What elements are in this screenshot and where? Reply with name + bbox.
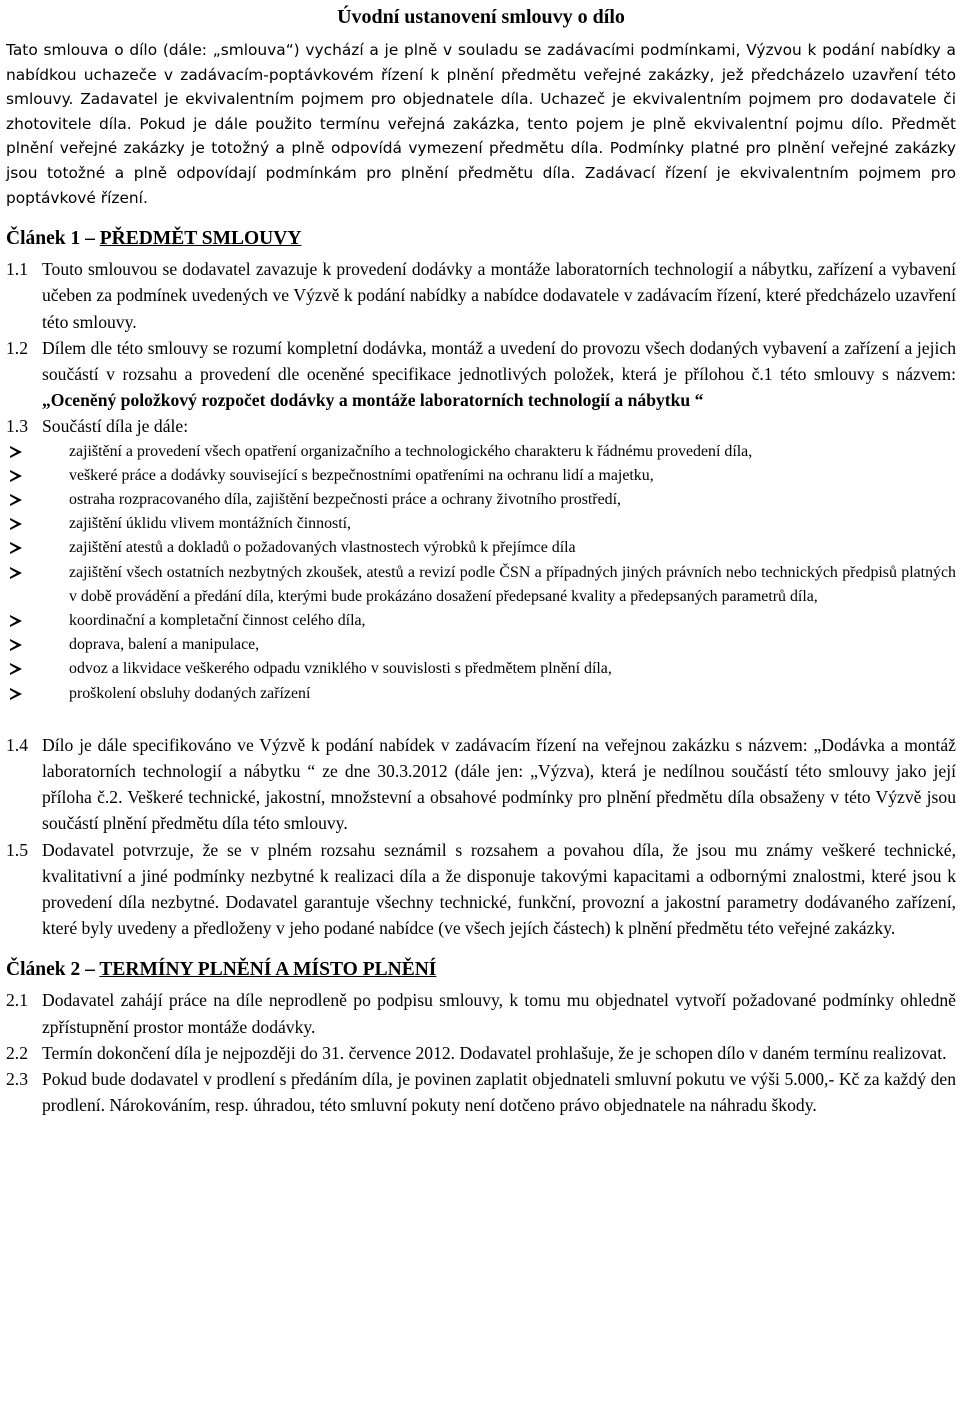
list-item [6, 440, 956, 464]
arrow-bullet-icon [10, 446, 22, 458]
list-item-text: veškeré práce a dodávky související s bezpečnostními opatřeními na ochranu lidí a majetku, [69, 466, 654, 484]
list-item [6, 512, 956, 536]
document-page [6, 4, 956, 1118]
clause-number: 1.1 [6, 259, 28, 280]
intro-paragraph: Tato smlouva o dílo (dále: „smlouva“) vychází a je plně v souladu se zadávacími podmínkami, Výzvou k podání nabídky a nabídkou uchazeče v zadávacím-poptávkovém řízení k plnění předmětu veřejné zakázky, jež předcházelo uzavření této smlouvy. Zadavatel je ekvivalentním pojmem pro objednatele díla. Uchazeč je ekvivalentním pojmem pro dodavatele či zhotovitele díla. Pokud je dále použito termínu veřejná zakázka, tento pojem je plně ekvivalentní pojmu dílo. Předmět plnění veřejné zakázky je totožný a plně odpovídá vymezení předmětu díla. Podmínky platné pro plnění veřejné zakázky jsou totožné a plně odpovídají podmínkám pro plnění předmětu díla. Zadávací řízení je ekvivalentním pojmem pro poptávkové řízení. [6, 41, 956, 207]
list-item-text: zajištění atestů a dokladů o požadovaných vlastnostech výrobků k přejímce díla [69, 539, 576, 557]
list-item [6, 464, 956, 488]
arrow-bullet-icon [10, 615, 22, 627]
arrow-bullet-icon [10, 663, 22, 675]
list-item-text: proškolení obsluhy dodaných zařízení [69, 684, 311, 702]
arrow-bullet-icon [10, 639, 22, 651]
list-item-text: odvoz a likvidace veškerého odpadu vzniklého v souvislosti s předmětem plnění díla, [69, 660, 612, 678]
clause-text: Touto smlouvou se dodavatel zavazuje k provedení dodávky a montáže laboratorních technologií a nábytku, zařízení a vybavení učeben za podmínek uvedených ve Výzvě k podání nabídky a nabídce dodavatele v zadávacím řízení, které předcházelo uzavření této smlouvy. [42, 259, 956, 332]
clause-text: Termín dokončení díla je nejpozději do 31. července 2012. Dodavatel prohlašuje, že je schopen dílo v daném termínu realizovat. [42, 1042, 947, 1063]
article-2-heading [6, 957, 956, 983]
clause-number: 1.5 [6, 839, 28, 860]
list-item [6, 488, 956, 512]
article-1-heading [6, 226, 956, 252]
list-item-text: zajištění a provedení všech opatření organizačního a technologického charakteru k řádnému provedení díla, [69, 442, 753, 460]
document-title: Úvodní ustanovení smlouvy o dílo [337, 6, 625, 28]
clause-text: Dodavatel zahájí práce na díle neprodleně po podpisu smlouvy, k tomu mu objednatel vytvoří požadované podmínky ohledně zpřístupnění prostor montáže dodávky. [42, 990, 956, 1037]
list-item-text: ostraha rozpracovaného díla, zajištění bezpečnosti práce a ochrany životního prostředí, [69, 490, 621, 508]
list-item-text: koordinační a kompletační činnost celého díla, [69, 612, 366, 629]
clause-text: Dílem dle této smlouvy se rozumí kompletní dodávka, montáž a uvedení do provozu všech dodaných vybavení a zařízení a jejich součástí v rozsahu a provedení dle oceněné specifikace jednotlivých položek, která je přílohou č.1 této smlouvy s názvem: [42, 337, 956, 384]
list-item [6, 682, 956, 706]
clause-number: 1.4 [6, 734, 28, 755]
list-item [6, 633, 956, 657]
article-2-prefix: Článek 2 – [6, 959, 95, 981]
list-item [6, 657, 956, 681]
arrow-bullet-icon [10, 542, 22, 554]
clause-number: 2.1 [6, 990, 28, 1011]
arrow-bullet-icon [10, 567, 22, 579]
clause-text: Dílo je dále specifikováno ve Výzvě k podání nabídek v zadávacím řízení na veřejnou zakázku s názvem: „Dodávka a montáž laboratorních technologií a nábytku “ ze dne 30.3.2012 (dále jen: „Výzva), která je nedílnou součástí této smlouvy jako její příloha č.2. Veškeré technické, jakostní, množstevní a obsahové podmínky pro plnění předmětu díla obsaženy v této Výzvě jsou součástí plnění předmětu díla této smlouvy. [42, 734, 956, 834]
list-item-text: zajištění úklidu vlivem montážních činností, [69, 515, 352, 533]
list-item [6, 609, 956, 633]
list-item-text: doprava, balení a manipulace, [69, 636, 260, 654]
arrow-bullet-icon [10, 518, 22, 530]
list-item [6, 536, 956, 560]
arrow-bullet-icon [10, 688, 22, 700]
clause-text: Součástí díla je dále: [42, 416, 189, 437]
clause-text: Dodavatel potvrzuje, že se v plném rozsahu seznámil s rozsahem a povahou díla, že jsou mu známy veškeré technické, kvalitativní a jiné podmínky nezbytné k realizaci díla a že disponuje takovými kapacitami a odbornými znalostmi, které jsou k provedení díla nezbytné. Dodavatel garantuje všechny technické, funkční, provozní a jakostní parametry dodávaného zařízení, které byly uvedeny a předloženy v jeho podané nabídce (ve všech jejích částech) k plnění předmětu této veřejné zakázky. [42, 839, 956, 939]
arrow-bullet-icon [10, 494, 22, 506]
clause-text: Pokud bude dodavatel v prodlení s předáním díla, je povinen zaplatit objednateli smluvní pokutu ve výši 5.000,- Kč za každý den prodlení. Nárokováním, resp. úhradou, této smluvní pokuty není dotčeno právo objednatele na náhradu škody. [42, 1069, 956, 1116]
clause-2-1 [6, 987, 956, 1039]
clause-1-5 [6, 837, 956, 942]
list-item [6, 561, 956, 609]
list-item-text: zajištění všech ostatních nezbytných zkoušek, atestů a revizí podle ČSN a případných jiných právních nebo technických předpisů platných v době provádění a předání díla, kterými bude prokázáno dosažení předepsané kvality a předepsaných parametrů díla, [69, 563, 956, 605]
clause-2-3 [6, 1066, 956, 1118]
clause-number: 2.2 [6, 1042, 28, 1063]
arrow-bullet-icon [10, 470, 22, 482]
clause-1-3 [6, 413, 956, 439]
article-1-prefix: Článek 1 – [6, 228, 95, 250]
clause-1-1 [6, 256, 956, 335]
attachment-name: „Oceněný položkový rozpočet dodávky a montáže laboratorních technologií a nábytku “ [42, 390, 704, 411]
clause-number: 1.2 [6, 337, 28, 358]
article-1-title: PŘEDMĚT SMLOUVY [99, 228, 302, 250]
clause-2-2 [6, 1040, 956, 1066]
clause-1-4 [6, 732, 956, 837]
clause-number: 2.3 [6, 1069, 28, 1090]
clause-number: 1.3 [6, 416, 28, 437]
clause-1-2 [6, 335, 956, 414]
work-components-list [6, 440, 956, 706]
article-2-title: TERMÍNY PLNĚNÍ A MÍSTO PLNĚNÍ [99, 959, 437, 981]
